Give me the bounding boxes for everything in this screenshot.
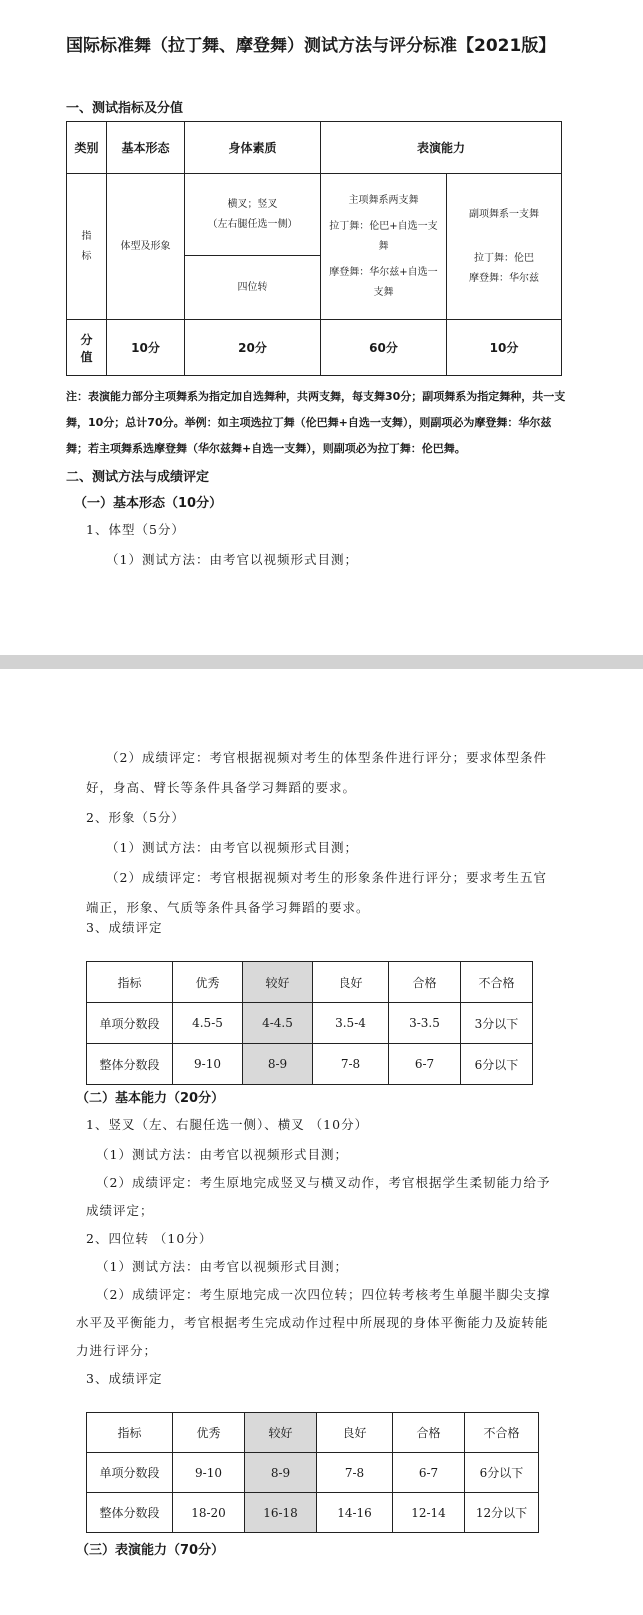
grade1-header-fail: 不合格 bbox=[461, 962, 533, 1003]
grade2-cell: 7-8 bbox=[317, 1453, 393, 1493]
item-image: 2、形象（5分） bbox=[86, 810, 185, 825]
subsection-performance: （三）表演能力（70分） bbox=[76, 1543, 225, 1558]
grade1-cell: 6分以下 bbox=[461, 1044, 533, 1085]
grade-table-basic-ability bbox=[86, 1412, 539, 1533]
grade1-cell: 3-3.5 bbox=[389, 1003, 461, 1044]
document-page-1 bbox=[0, 0, 643, 655]
test-method-2: （1）测试方法：由考官以视频形式目测； bbox=[106, 840, 358, 855]
test-method-4: （1）测试方法：由考官以视频形式目测； bbox=[96, 1259, 348, 1274]
grade2-header-fail: 不合格 bbox=[465, 1413, 539, 1453]
grade2-cell: 16-18 bbox=[245, 1493, 317, 1533]
grade1-cell: 6-7 bbox=[389, 1044, 461, 1085]
score-performance-minor: 10分 bbox=[447, 320, 562, 376]
item-body-shape: 1、体型（5分） bbox=[86, 522, 185, 537]
grade1-header-indicator: 指标 bbox=[87, 962, 173, 1003]
header-category: 类别 bbox=[67, 122, 107, 174]
grading-splits-line1: （2）成绩评定：考生原地完成竖叉与横叉动作，考官根据学生柔韧能力给予 bbox=[96, 1175, 551, 1190]
grading-pirouette-line1: （2）成绩评定：考生原地完成一次四位转；四位转考核考生单腿半脚尖支撑 bbox=[96, 1287, 551, 1302]
score-physical: 20分 bbox=[185, 320, 321, 376]
grade2-header-indicator: 指标 bbox=[87, 1413, 173, 1453]
grading-pirouette-line2: 水平及平衡能力，考官根据考生完成动作过程中所展现的身体平衡能力及旋转能 bbox=[76, 1315, 549, 1330]
grading-image-line1: （2）成绩评定：考官根据视频对考生的形象条件进行评分；要求考生五官 bbox=[106, 870, 547, 885]
grading-pirouette-line3: 力进行评分； bbox=[76, 1343, 158, 1358]
document-title: 国际标准舞（拉丁舞、摩登舞）测试方法与评分标准【2021版】 bbox=[66, 36, 556, 56]
grading-splits-line2: 成绩评定； bbox=[86, 1203, 154, 1218]
grade2-row-single: 单项分数段 bbox=[87, 1453, 173, 1493]
grading-image-line2: 端正，形象、气质等条件具备学习舞蹈的要求。 bbox=[86, 900, 370, 915]
grade2-cell: 14-16 bbox=[317, 1493, 393, 1533]
test-method-3: （1）测试方法：由考官以视频形式目测； bbox=[96, 1147, 348, 1162]
grade1-cell: 7-8 bbox=[313, 1044, 389, 1085]
grade2-row-overall: 整体分数段 bbox=[87, 1493, 173, 1533]
grade2-cell: 9-10 bbox=[173, 1453, 245, 1493]
physical-turn-cell: 四位转 bbox=[185, 256, 321, 320]
grade1-header-excellent: 优秀 bbox=[173, 962, 243, 1003]
test-method-1: （1）测试方法：由考官以视频形式目测； bbox=[106, 552, 358, 567]
grade-table-basic-form bbox=[86, 961, 533, 1085]
grading-body-shape-line2: 好，身高、臂长等条件具备学习舞蹈的要求。 bbox=[86, 780, 357, 795]
grade1-cell: 9-10 bbox=[173, 1044, 243, 1085]
row-label-indicator: 指 标 bbox=[67, 174, 107, 320]
document-page-2 bbox=[0, 669, 643, 1615]
grading-body-shape-line1: （2）成绩评定：考官根据视频对考生的体型条件进行评分；要求体型条件 bbox=[106, 750, 547, 765]
grade1-cell: 3.5-4 bbox=[313, 1003, 389, 1044]
grade2-cell: 6-7 bbox=[393, 1453, 465, 1493]
grade2-header-good: 较好 bbox=[245, 1413, 317, 1453]
score-performance-main: 60分 bbox=[321, 320, 447, 376]
grade1-row-single: 单项分数段 bbox=[87, 1003, 173, 1044]
grade2-header-excellent: 优秀 bbox=[173, 1413, 245, 1453]
grade2-cell: 18-20 bbox=[173, 1493, 245, 1533]
grade2-cell: 12-14 bbox=[393, 1493, 465, 1533]
grade1-cell: 3分以下 bbox=[461, 1003, 533, 1044]
grade1-row-overall: 整体分数段 bbox=[87, 1044, 173, 1085]
subsection-basic-ability: （二）基本能力（20分） bbox=[76, 1091, 225, 1106]
section-heading-1: 一、测试指标及分值 bbox=[66, 101, 184, 116]
grade1-cell: 4.5-5 bbox=[173, 1003, 243, 1044]
grade2-header-fair: 良好 bbox=[317, 1413, 393, 1453]
grade2-header-pass: 合格 bbox=[393, 1413, 465, 1453]
performance-minor-cell: 副项舞系一支舞 拉丁舞：伦巴 摩登舞：华尔兹 bbox=[447, 174, 562, 320]
item-pirouette: 2、四位转 （10分） bbox=[86, 1231, 213, 1246]
grade2-cell: 12分以下 bbox=[465, 1493, 539, 1533]
physical-split-cell: 横叉；竖叉 （左右腿任选一侧） bbox=[185, 174, 321, 256]
row-label-score: 分 值 bbox=[67, 320, 107, 376]
header-basic-form: 基本形态 bbox=[107, 122, 185, 174]
item-splits: 1、竖叉（左、右腿任选一侧）、横叉 （10分） bbox=[86, 1117, 369, 1132]
basic-form-cell: 体型及形象 bbox=[107, 174, 185, 320]
subsection-basic-form: （一）基本形态（10分） bbox=[74, 496, 223, 511]
grade1-header-good: 较好 bbox=[243, 962, 313, 1003]
performance-main-cell: 主项舞系两支舞 拉丁舞：伦巴+自选一支舞 摩登舞：华尔兹+自选一支舞 bbox=[321, 174, 447, 320]
grade1-cell: 4-4.5 bbox=[243, 1003, 313, 1044]
header-performance: 表演能力 bbox=[321, 122, 562, 174]
page-separator bbox=[0, 655, 643, 669]
grade-heading-2: 3、成绩评定 bbox=[86, 1371, 163, 1386]
header-physical: 身体素质 bbox=[185, 122, 321, 174]
section-heading-2: 二、测试方法与成绩评定 bbox=[66, 470, 210, 485]
grade2-cell: 8-9 bbox=[245, 1453, 317, 1493]
table-note: 注：表演能力部分主项舞系为指定加自选舞种，共两支舞，每支舞30分；副项舞系为指定舞种，共一支舞，10分；总计70分。举例：如主项选拉丁舞（伦巴舞+自选一支舞），则副项必为摩登舞：华尔兹舞；若主项舞系选摩登舞（华尔兹舞+自选一支舞），则副项必为拉丁舞：伦巴舞。 bbox=[66, 390, 566, 455]
grade1-header-pass: 合格 bbox=[389, 962, 461, 1003]
grade2-cell: 6分以下 bbox=[465, 1453, 539, 1493]
grade1-cell: 8-9 bbox=[243, 1044, 313, 1085]
score-table bbox=[66, 121, 562, 376]
score-basic: 10分 bbox=[107, 320, 185, 376]
grade1-header-fair: 良好 bbox=[313, 962, 389, 1003]
grade-heading-1: 3、成绩评定 bbox=[86, 920, 163, 935]
